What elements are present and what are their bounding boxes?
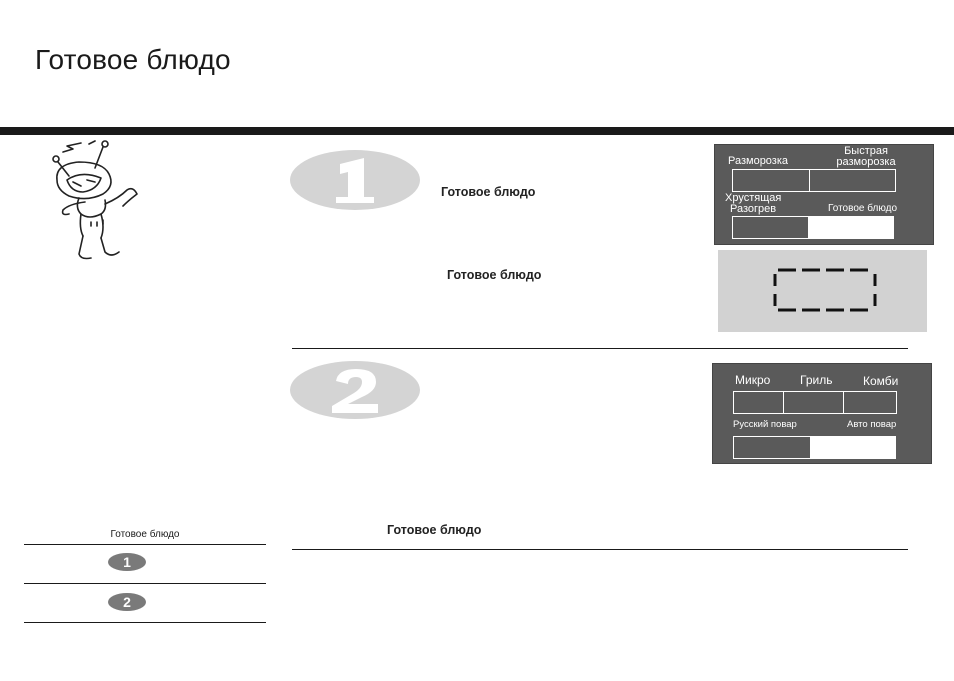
step-1-mini-number: 1 [123, 554, 131, 570]
ready-dish-panel-label: Готовое блюдо [828, 203, 898, 214]
reheat-label: Разогрев [730, 203, 777, 215]
section-divider [292, 348, 908, 349]
step1-instruction-label: Готовое блюдо [441, 185, 536, 199]
step1-display-label: Готовое блюдо [447, 268, 542, 282]
step-2-mini-number: 2 [123, 594, 131, 610]
grill-button[interactable] [784, 392, 844, 413]
side-table-rule-bottom [24, 622, 266, 623]
cook-mode-selector-bar[interactable] [733, 391, 897, 414]
step-1-mini-badge [108, 553, 146, 571]
micro-button[interactable] [734, 392, 784, 413]
step-2-mini-badge [108, 593, 146, 611]
side-table-rule-top [24, 544, 266, 545]
defrost-label: Разморозка [728, 155, 789, 167]
step-2-badge [290, 361, 420, 419]
ready-dish-selector-bar[interactable] [732, 216, 894, 239]
defrost-selector-bar[interactable] [732, 169, 896, 192]
header-rule [0, 127, 954, 135]
side-table-header: Готовое блюдо [110, 529, 180, 540]
footer-note-label: Готовое блюдо [387, 523, 482, 537]
russian-chef-selected-segment [734, 437, 810, 458]
reheat-selected-segment [733, 217, 808, 238]
bottom-divider [292, 549, 908, 550]
dashed-display-segments [718, 250, 927, 332]
crispy-label: Хрустящая [725, 192, 782, 204]
side-table-rule-mid [24, 583, 266, 584]
chef-mode-selector-bar[interactable] [733, 436, 896, 459]
quick-defrost-label: Быстрая разморозка [836, 145, 896, 168]
auto-chef-label: Авто повар [847, 419, 897, 430]
russian-chef-label: Русский повар [733, 419, 797, 430]
step-1-badge [290, 150, 420, 210]
defrost-button[interactable] [733, 170, 810, 191]
step2-control-panel [712, 363, 932, 464]
micro-label: Микро [735, 373, 771, 387]
combi-label: Комби [863, 374, 899, 388]
robot-mascot-illustration [45, 140, 150, 265]
combi-button[interactable] [844, 392, 896, 413]
grill-label: Гриль [800, 373, 833, 387]
quick-defrost-button[interactable] [810, 170, 895, 191]
step1-control-panel [714, 144, 934, 245]
page-title: Готовое блюдо [35, 44, 231, 75]
display-window [718, 250, 927, 332]
